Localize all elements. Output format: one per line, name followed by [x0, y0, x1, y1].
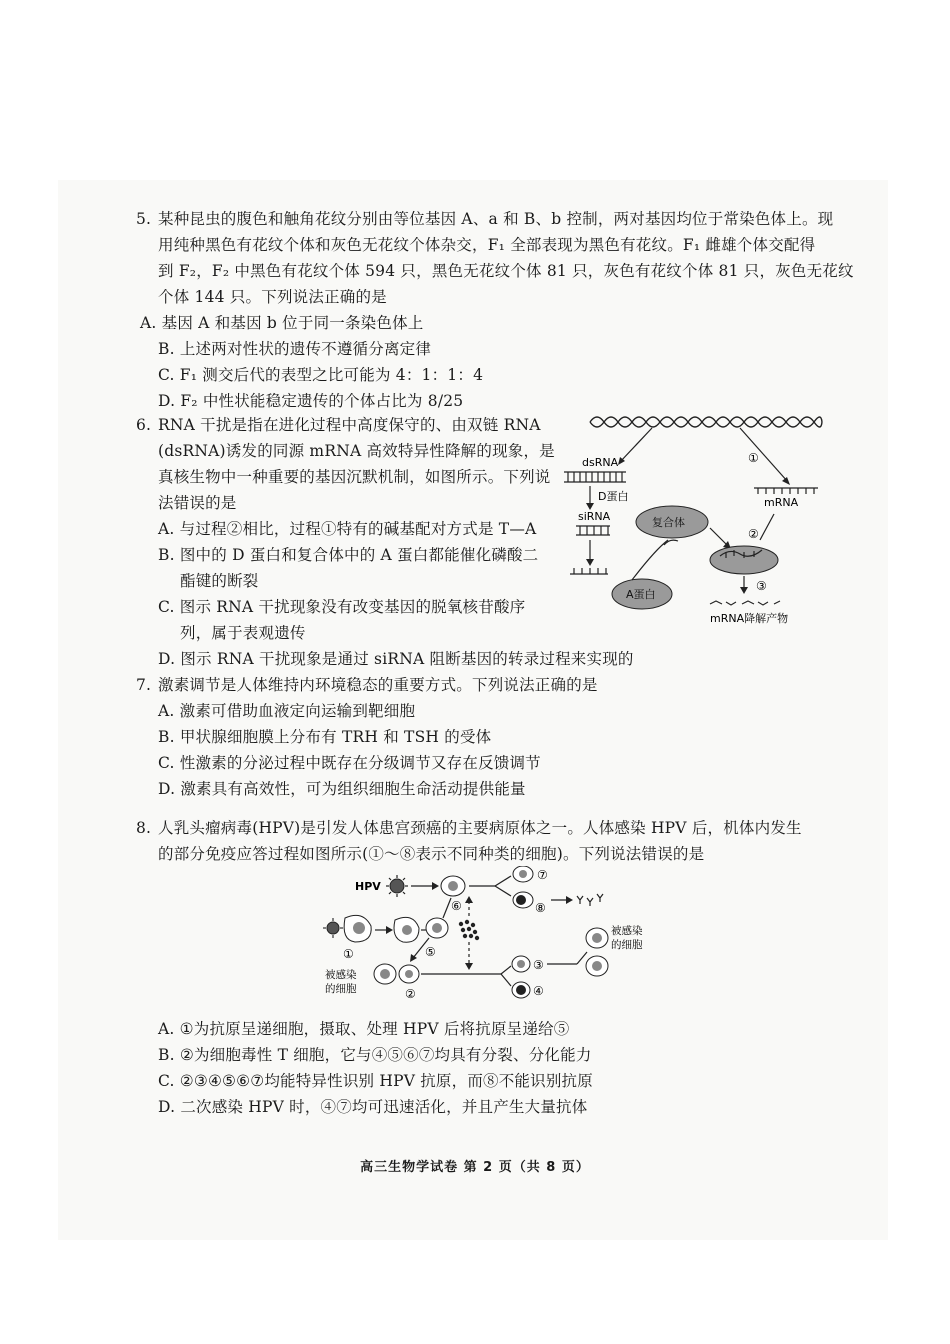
dna-helix [590, 417, 822, 427]
arrow [495, 886, 511, 896]
arrow-head [465, 896, 473, 903]
question-7 [136, 672, 598, 802]
cell-7-label: ⑦ [537, 868, 548, 882]
stem-line: 某种昆虫的腹色和触角花纹分别由等位基因 A、a 和 B、b 控制，两对基因均位于常染色体上。现 [158, 210, 834, 228]
stem-line: (dsRNA)诱发的同源 mRNA 高效特异性降解的现象，是 [158, 442, 555, 460]
hpv-virus-icon [323, 918, 343, 938]
arrow [495, 876, 511, 886]
cell-5-label: ⑤ [425, 945, 436, 959]
cell-8-label: ⑧ [535, 901, 546, 915]
immune-response-diagram [315, 866, 660, 1016]
cell-6 [441, 876, 465, 896]
cell-4 [512, 982, 530, 998]
hpv-virus-icon [386, 875, 408, 897]
step-3-label: ③ [756, 579, 767, 593]
option-a: A. 基因 A 和基因 b 位于同一条染色体上 [140, 314, 424, 332]
option-a: A. 激素可借助血液定向运输到靶细胞 [158, 702, 416, 720]
option-c: C. 性激素的分泌过程中既存在分级调节又存在反馈调节 [158, 754, 541, 772]
cell-8 [513, 892, 533, 908]
option-b: B. 上述两对性状的遗传不遵循分离定律 [158, 340, 432, 358]
sirna-strand [576, 526, 610, 535]
infected-cell-label-left: 被感染 [325, 969, 357, 981]
arrow [632, 540, 668, 580]
stem-line: 人乳头瘤病毒(HPV)是引发人体患宫颈癌的主要病原体之一。人体感染 HPV 后，机体内发生 [158, 819, 802, 837]
cell-3-label: ③ [533, 958, 544, 972]
step-1-label: ① [748, 451, 759, 465]
single-strand-rna [570, 568, 608, 574]
cell-2-label: ② [405, 987, 416, 1001]
arrow [620, 428, 652, 462]
arrow-head [566, 896, 573, 904]
question-number: 8. [136, 819, 152, 837]
arrow [760, 514, 774, 540]
cell-1 [344, 915, 371, 942]
page-footer: 高三生物学试卷 第 2 页（共 8 页） [360, 1160, 590, 1175]
stem-line: 用纯种黑色有花纹个体和灰色无花纹个体杂交，F₁ 全部表现为黑色有花纹。F₁ 雌雄个体交配得 [158, 236, 816, 254]
dsrna-strand [564, 472, 626, 482]
arrow-head [586, 559, 594, 566]
hpv-label: HPV [355, 880, 381, 893]
arrow-head [740, 587, 748, 594]
arrow-head [782, 477, 790, 485]
question-5 [136, 206, 854, 414]
arrow [443, 898, 451, 918]
option-c: C. 图示 RNA 干扰现象没有改变基因的脱氧核苷酸序 [158, 598, 526, 616]
option-b-cont: 酯键的断裂 [180, 572, 259, 590]
complex-label: 复合体 [652, 516, 685, 529]
option-a: A. ①为抗原呈递细胞，摄取、处理 HPV 后将抗原呈递给⑤ [158, 1020, 570, 1038]
cell-2 [399, 965, 419, 983]
option-b: B. ②为细胞毒性 T 细胞，它与④⑤⑥⑦均具有分裂、分化能力 [158, 1046, 592, 1064]
degradation-fragments [710, 601, 780, 605]
stem-line: 法错误的是 [158, 494, 237, 512]
infected-cell-right-2 [586, 956, 608, 976]
stem-line: 激素调节是人体维持内环境稳态的重要方式。下列说法正确的是 [158, 676, 598, 694]
option-d: D. 激素具有高效性，可为组织细胞生命活动提供能量 [158, 780, 526, 798]
dsrna-label: dsRNA [582, 456, 619, 469]
question-8-options [158, 1016, 593, 1120]
option-c: C. ②③④⑤⑥⑦均能特异性识别 HPV 抗原，而⑧不能识别抗原 [158, 1072, 593, 1090]
option-d: D. F₂ 中性状能稳定遗传的个体占比为 8/25 [158, 392, 464, 410]
stem-line: 真核生物中一种重要的基因沉默机制，如图所示。下列说 [158, 468, 551, 486]
mrna-strand [754, 488, 818, 494]
rna-interference-diagram [560, 410, 830, 635]
antibody-icon [577, 894, 603, 906]
infected-cell-label-right: 被感染 [611, 925, 643, 937]
question-number: 6. [136, 416, 152, 434]
step-2-label: ② [748, 527, 759, 541]
a-protein-label: A蛋白 [626, 588, 656, 601]
mrna-label: mRNA [764, 496, 799, 509]
option-a: A. 与过程②相比，过程①特有的碱基配对方式是 T—A [158, 520, 537, 538]
stem-line: RNA 干扰是指在进化过程中高度保守的、由双链 RNA [158, 416, 541, 434]
question-8 [136, 815, 802, 867]
infected-cell-right [586, 928, 608, 948]
cell-7 [513, 866, 533, 882]
stem-line: 到 F₂，F₂ 中黑色有花纹个体 594 只，黑色无花纹个体 81 只，灰色有花纹个体 81 只，灰色无花纹 [158, 262, 854, 280]
option-d: D. 图示 RNA 干扰现象是通过 siRNA 阻断基因的转录过程来实现的 [158, 650, 634, 668]
sirna-label: siRNA [578, 510, 611, 523]
question-number: 7. [136, 676, 152, 694]
complex-bound-ellipse [710, 546, 778, 574]
option-b: B. 图中的 D 蛋白和复合体中的 A 蛋白都能催化磷酸二 [158, 546, 539, 564]
cell-3 [512, 956, 530, 972]
cell-4-label: ④ [533, 984, 544, 998]
cell-5 [426, 918, 448, 938]
stem-line: 的部分免疫应答过程如图所示(①～⑧表示不同种类的细胞)。下列说法错误的是 [158, 845, 705, 863]
antigen-presenting-cell [394, 917, 419, 942]
option-c-cont: 列，属于表观遗传 [180, 624, 306, 642]
stem-line: 个体 144 只。下列说法正确的是 [158, 288, 387, 306]
arrow-head [386, 926, 393, 934]
infected-cell-label-right: 的细胞 [611, 939, 643, 951]
option-c: C. F₁ 测交后代的表型之比可能为 4：1：1：4 [158, 366, 484, 384]
arrow-head [432, 882, 439, 890]
d-protein-label: D蛋白 [598, 490, 629, 503]
arrow [710, 528, 728, 546]
arrow [501, 966, 511, 974]
infected-cell-label-left: 的细胞 [325, 983, 357, 995]
question-number: 5. [136, 210, 152, 228]
arrow [577, 952, 587, 964]
degradation-products-label: mRNA降解产物 [710, 612, 789, 625]
arrow-head [586, 503, 594, 510]
arrow-head [465, 963, 473, 970]
cell-1-label: ① [343, 947, 354, 961]
option-d: D. 二次感染 HPV 时，④⑦均可迅速活化，并且产生大量抗体 [158, 1098, 588, 1116]
option-b: B. 甲状腺细胞膜上分布有 TRH 和 TSH 的受体 [158, 728, 492, 746]
cell-6-label: ⑥ [451, 899, 462, 913]
arrow [501, 974, 511, 986]
infected-cell-left [374, 964, 396, 984]
cytokines-cluster [459, 920, 479, 940]
